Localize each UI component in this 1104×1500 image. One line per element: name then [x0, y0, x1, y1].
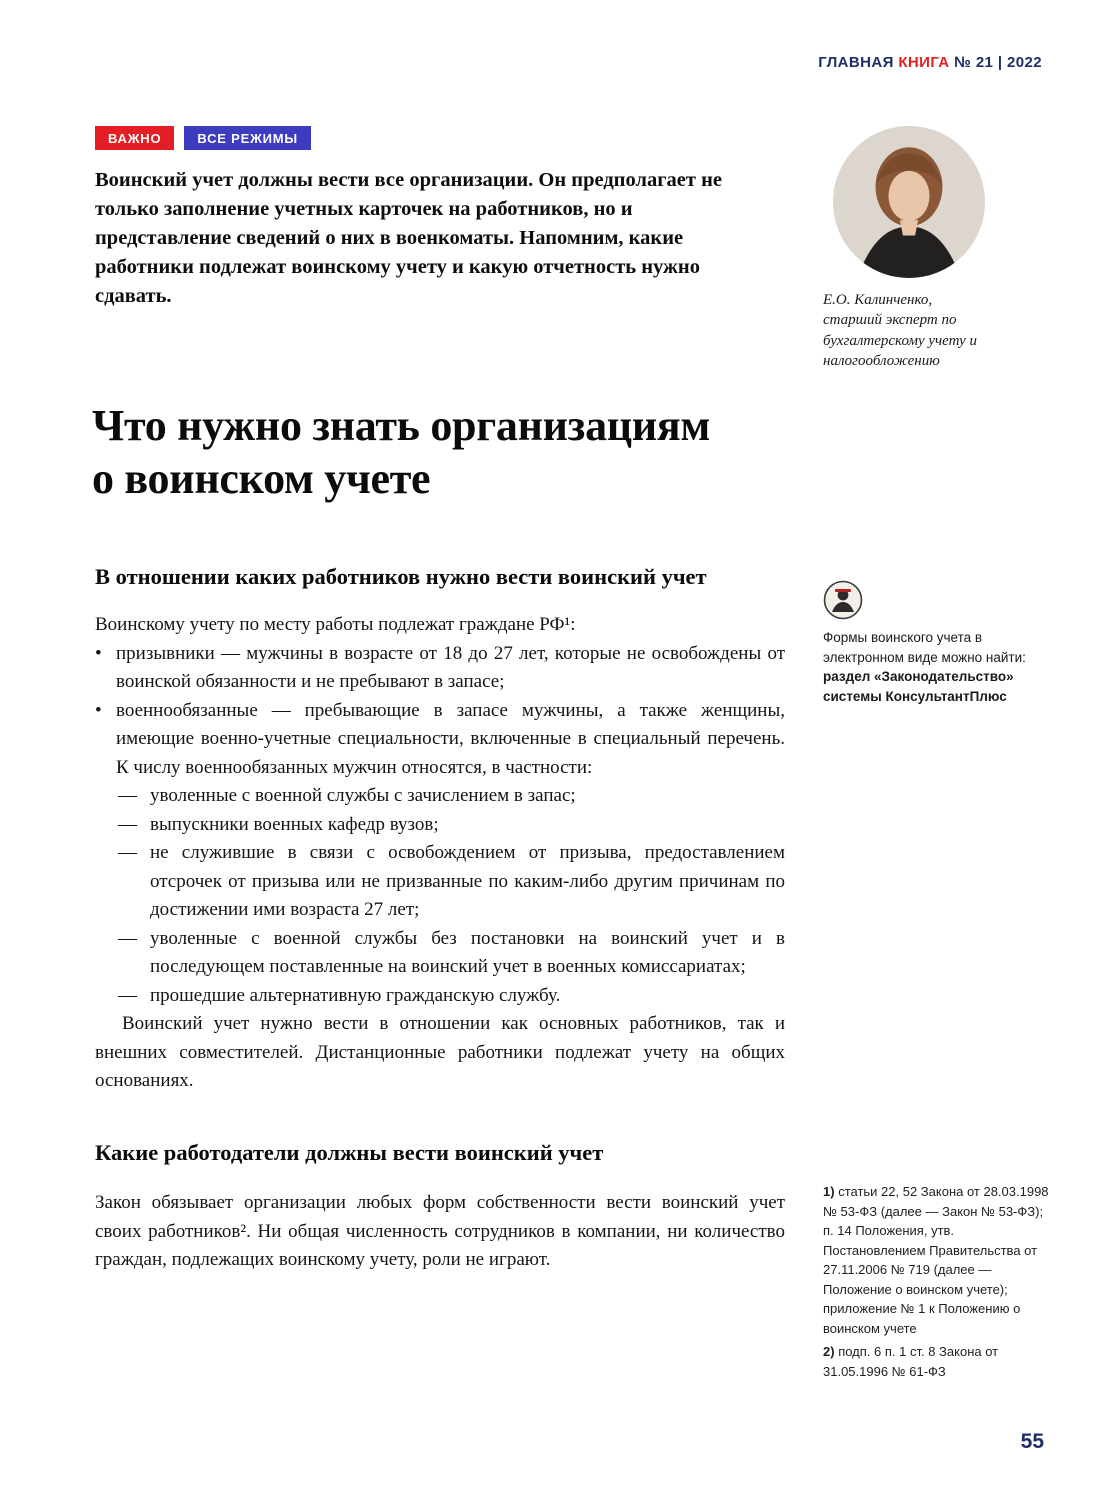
masthead [818, 54, 1042, 71]
footnotes [823, 1182, 1053, 1385]
sidebar-note [823, 580, 1051, 706]
sub-list-item [118, 982, 785, 1011]
list-item [95, 697, 785, 783]
dash-marker: — [118, 927, 137, 949]
footnote-marker: 2) [823, 1344, 835, 1359]
bullet-marker: • [95, 642, 102, 664]
sub-item-text: уволенные с военной службы с зачислением в запас; [150, 785, 576, 807]
article-title-line2: о воинском учете [92, 453, 431, 503]
sub-item-text: выпускники военных кафедр вузов; [150, 813, 439, 835]
footnote [823, 1342, 1053, 1381]
author-caption [823, 290, 1048, 371]
section2-paragraph: Закон обязывает организации любых форм собственности вести воинский учет своих работников². Ни общая численность сотрудников в компании, ни количество граждан, подлежащих воинскому учету, роли не играют. [95, 1192, 785, 1270]
dash-marker: — [118, 984, 137, 1006]
list-item [95, 640, 785, 697]
article-body [95, 562, 785, 1275]
section1-heading: В отношении каких работников нужно вести воинский учет [95, 564, 707, 589]
author-photo-illustration [833, 126, 985, 278]
dash-marker: — [118, 813, 137, 835]
sidebar-note-text: Формы воинского учета в электронном виде можно найти: [823, 630, 1026, 665]
lead-block [95, 126, 755, 312]
sub-list-item [118, 811, 785, 840]
footnote-text: статьи 22, 52 Закона от 28.03.1998 № 53-ФЗ (далее — Закон № 53-ФЗ); п. 14 Положения, утв. Постановлением Правительства от 27.11.2006 № 719 (далее — Положение о воинском учете); приложение № 1 к Положению о воинском учете [823, 1184, 1049, 1336]
section2-heading: Какие работодатели должны вести воинский учет [95, 1139, 604, 1165]
sub-list-item [118, 782, 785, 811]
dash-marker: — [118, 785, 137, 807]
bullet-text: военнообязанные — пребывающие в запасе мужчины, а также женщины, имеющие военно-учетные специальности, включенные в специальный перечень. К числу военнообязанных мужчин относятся, в частности: [116, 699, 785, 778]
sub-item-text: не служившие в связи с освобождением от призыва, предоставлением отсрочек от призыва или не призванные по каким-либо другим причинам по достижении ими возраста 27 лет; [150, 842, 785, 921]
footnote [823, 1182, 1053, 1338]
footnote-marker: 1) [823, 1184, 835, 1199]
article-title [92, 400, 1012, 506]
footnote-text: подп. 6 п. 1 ст. 8 Закона от 31.05.1996 № 61-ФЗ [823, 1344, 999, 1379]
badge-all-regimes: ВСЕ РЕЖИМЫ [184, 126, 311, 150]
sub-item-text: прошедшие альтернативную гражданскую службу. [150, 984, 561, 1006]
dash-marker: — [118, 842, 137, 864]
sub-list-item [118, 839, 785, 925]
masthead-brand-part2: КНИГА [898, 54, 950, 71]
article-title-line1: Что нужно знать организациям [92, 401, 711, 450]
sub-list-item [118, 925, 785, 982]
masthead-issue: № 21 | 2022 [954, 54, 1042, 71]
badge-important: ВАЖНО [95, 126, 174, 150]
section2 [95, 1138, 785, 1275]
sidebar-note-bold-text: раздел «Законодательство» системы КонсультантПлюс [823, 669, 1014, 704]
expert-badge-icon [823, 580, 863, 620]
masthead-brand-part1: ГЛАВНАЯ [818, 54, 894, 71]
author-photo [833, 126, 985, 278]
author-role: старший эксперт по бухгалтерскому учету и налогообложению [823, 312, 977, 369]
author-name: Е.О. Калинченко, [823, 292, 933, 308]
sub-item-text: уволенные с военной службы без постановки на воинский учет и в последующем поставленные на воинский учет в военных комиссариатах; [150, 927, 785, 978]
author-block [823, 126, 1048, 371]
lead-paragraph: Воинский учет должны вести все организации. Он предполагает не только заполнение учетных карточек на работников, но и представление сведений о них в военкоматы. Напомним, какие работники подлежат воинскому учету и какую отчетность нужно сдавать. [95, 169, 722, 308]
section1-intro: Воинскому учету по месту работы подлежат граждане РФ¹: [95, 614, 576, 636]
bullet-text: призывники — мужчины в возрасте от 18 до 27 лет, которые не освобождены от воинской обязанности и не пребывают в запасе; [116, 642, 785, 693]
section1-closing: Воинский учет нужно вести в отношении как основных работников, так и внешних совместителей. Дистанционные работники подлежат учету на общих основаниях. [95, 1013, 785, 1092]
bullet-marker: • [95, 699, 102, 721]
badges-row [95, 126, 755, 150]
page-number: 55 [1020, 1430, 1044, 1453]
